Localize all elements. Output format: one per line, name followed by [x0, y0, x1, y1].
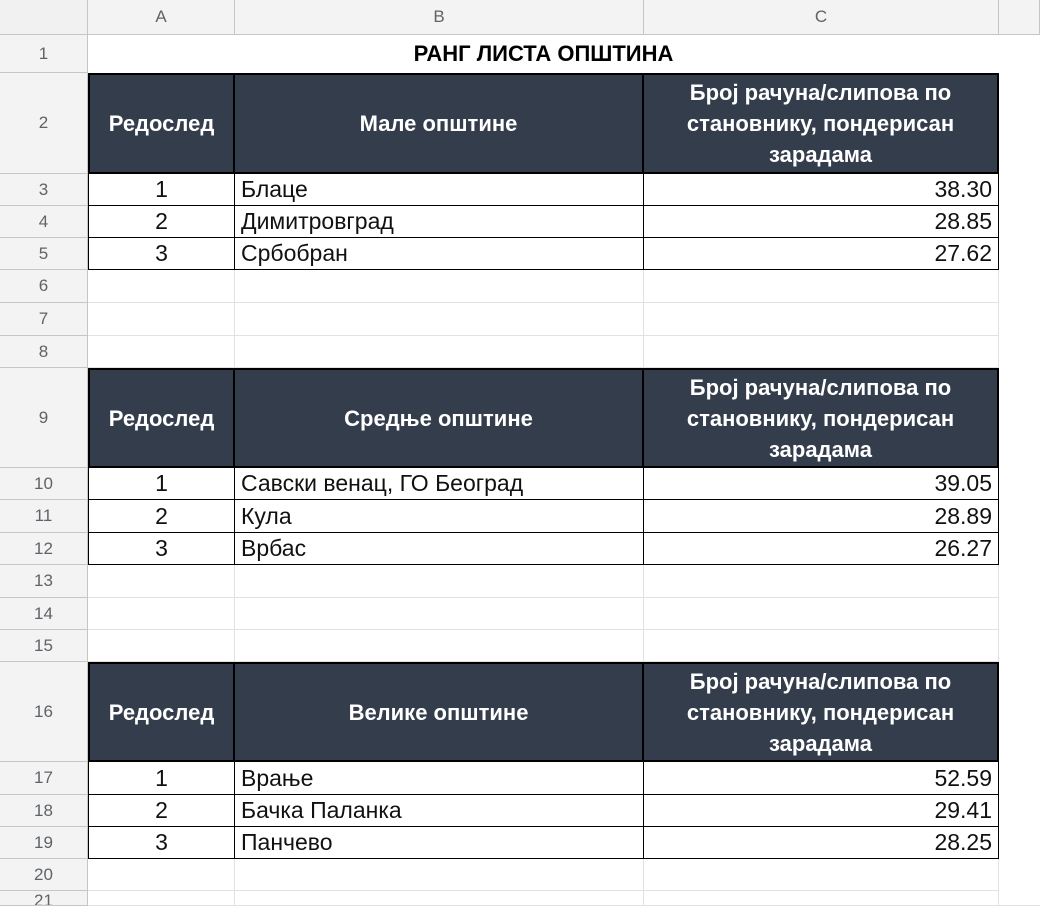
municipality-cell[interactable]: Савски венац, ГО Београд — [235, 468, 644, 500]
row-header-12[interactable]: 12 — [0, 533, 88, 565]
row-header-7[interactable]: 7 — [0, 303, 88, 336]
row-header-6[interactable]: 6 — [0, 270, 88, 303]
row-header-21[interactable]: 21 — [0, 891, 88, 906]
value-cell[interactable]: 28.89 — [644, 500, 999, 533]
empty-cell[interactable] — [235, 630, 644, 662]
page-title[interactable]: РАНГ ЛИСТА ОПШТИНА — [88, 35, 999, 73]
column-d-cells[interactable] — [999, 35, 1040, 906]
rank-cell[interactable]: 1 — [88, 174, 235, 206]
select-all-corner[interactable] — [0, 0, 88, 35]
municipality-cell[interactable]: Панчево — [235, 827, 644, 859]
empty-cell[interactable] — [644, 565, 999, 598]
header-metric[interactable]: Број рачуна/слипова по становнику, пондерисан зарадама — [644, 368, 999, 468]
rank-cell[interactable]: 2 — [88, 206, 235, 238]
empty-cell[interactable] — [88, 859, 235, 891]
column-header-d[interactable] — [999, 0, 1040, 35]
column-header-b[interactable]: B — [235, 0, 644, 35]
row-header-9[interactable]: 9 — [0, 368, 88, 468]
empty-cell[interactable] — [88, 565, 235, 598]
empty-cell[interactable] — [235, 270, 644, 303]
column-header-c[interactable]: C — [644, 0, 999, 35]
municipality-cell[interactable]: Врање — [235, 762, 644, 795]
empty-cell[interactable] — [644, 630, 999, 662]
value-cell[interactable]: 28.25 — [644, 827, 999, 859]
row-header-8[interactable]: 8 — [0, 336, 88, 368]
rank-cell[interactable]: 1 — [88, 762, 235, 795]
value-cell[interactable]: 52.59 — [644, 762, 999, 795]
header-metric[interactable]: Број рачуна/слипова по становнику, пондерисан зарадама — [644, 662, 999, 762]
header-order[interactable]: Редослед — [88, 662, 235, 762]
empty-cell[interactable] — [88, 598, 235, 630]
row-header-4[interactable]: 4 — [0, 206, 88, 238]
row-header-1[interactable]: 1 — [0, 35, 88, 73]
header-order[interactable]: Редослед — [88, 368, 235, 468]
header-metric[interactable]: Број рачуна/слипова по становнику, пондерисан зарадама — [644, 73, 999, 174]
row-header-20[interactable]: 20 — [0, 859, 88, 891]
column-header-a[interactable]: A — [88, 0, 235, 35]
empty-cell[interactable] — [88, 630, 235, 662]
row-header-11[interactable]: 11 — [0, 500, 88, 533]
header-order[interactable]: Редослед — [88, 73, 235, 174]
rank-cell[interactable]: 3 — [88, 827, 235, 859]
empty-cell[interactable] — [235, 336, 644, 368]
empty-cell[interactable] — [235, 303, 644, 336]
municipality-cell[interactable]: Врбас — [235, 533, 644, 565]
value-cell[interactable]: 39.05 — [644, 468, 999, 500]
empty-cell[interactable] — [644, 336, 999, 368]
empty-cell[interactable] — [644, 270, 999, 303]
value-cell[interactable]: 26.27 — [644, 533, 999, 565]
value-cell[interactable]: 27.62 — [644, 238, 999, 270]
empty-cell[interactable] — [235, 891, 644, 906]
value-cell[interactable]: 38.30 — [644, 174, 999, 206]
municipality-cell[interactable]: Бачка Паланка — [235, 795, 644, 827]
row-header-10[interactable]: 10 — [0, 468, 88, 500]
row-header-15[interactable]: 15 — [0, 630, 88, 662]
municipality-cell[interactable]: Блаце — [235, 174, 644, 206]
value-cell[interactable]: 28.85 — [644, 206, 999, 238]
value-cell[interactable]: 29.41 — [644, 795, 999, 827]
empty-cell[interactable] — [88, 303, 235, 336]
row-header-2[interactable]: 2 — [0, 73, 88, 174]
empty-cell[interactable] — [644, 891, 999, 906]
empty-cell[interactable] — [88, 336, 235, 368]
empty-cell[interactable] — [235, 859, 644, 891]
municipality-cell[interactable]: Србобран — [235, 238, 644, 270]
rank-cell[interactable]: 1 — [88, 468, 235, 500]
row-header-16[interactable]: 16 — [0, 662, 88, 762]
empty-cell[interactable] — [644, 598, 999, 630]
row-header-14[interactable]: 14 — [0, 598, 88, 630]
municipality-cell[interactable]: Кула — [235, 500, 644, 533]
empty-cell[interactable] — [88, 891, 235, 906]
rank-cell[interactable]: 3 — [88, 238, 235, 270]
empty-cell[interactable] — [235, 598, 644, 630]
rank-cell[interactable]: 3 — [88, 533, 235, 565]
row-header-18[interactable]: 18 — [0, 795, 88, 827]
row-header-13[interactable]: 13 — [0, 565, 88, 598]
rank-cell[interactable]: 2 — [88, 500, 235, 533]
municipality-cell[interactable]: Димитровград — [235, 206, 644, 238]
row-header-17[interactable]: 17 — [0, 762, 88, 795]
empty-cell[interactable] — [235, 565, 644, 598]
header-group-large[interactable]: Велике општине — [235, 662, 644, 762]
empty-cell[interactable] — [644, 303, 999, 336]
row-header-19[interactable]: 19 — [0, 827, 88, 859]
header-group-medium[interactable]: Средње општине — [235, 368, 644, 468]
empty-cell[interactable] — [88, 270, 235, 303]
header-group-small[interactable]: Мале општине — [235, 73, 644, 174]
empty-cell[interactable] — [644, 859, 999, 891]
rank-cell[interactable]: 2 — [88, 795, 235, 827]
row-header-3[interactable]: 3 — [0, 174, 88, 206]
row-header-5[interactable]: 5 — [0, 238, 88, 270]
